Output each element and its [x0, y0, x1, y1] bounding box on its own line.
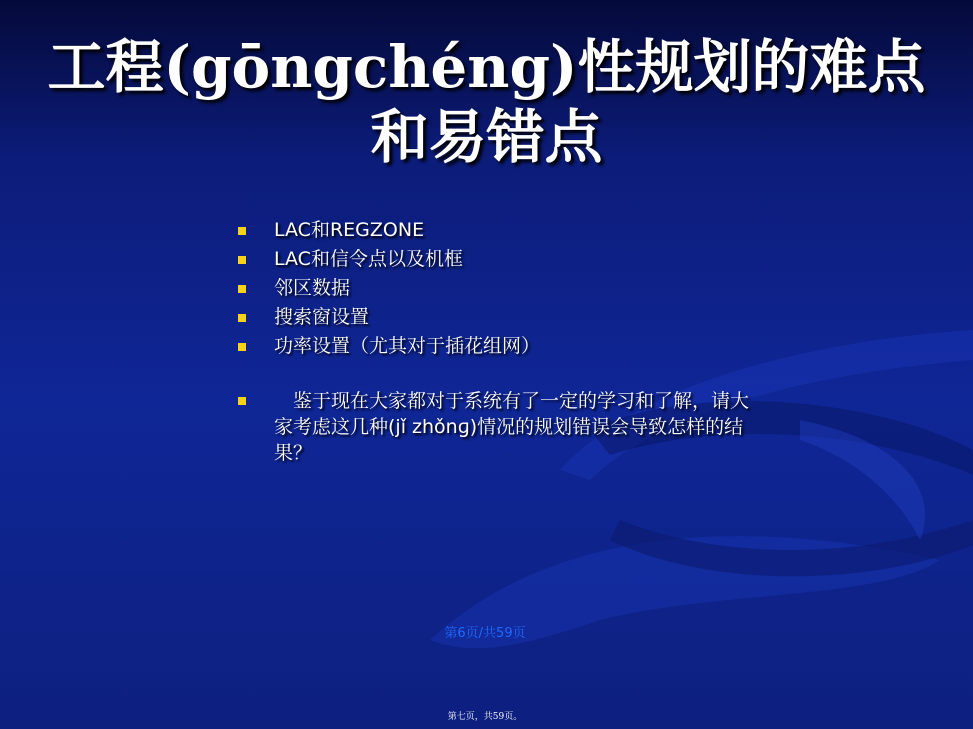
bullet-square-icon — [238, 343, 246, 351]
bullet-item — [236, 274, 776, 303]
paragraph-text: 鉴于现在大家都对于系统有了一定的学习和了解，请大家考虑这几种(jǐ zhǒnɡ)情况的规划错误会导致怎样的结果？ — [274, 390, 750, 464]
bullet-item — [236, 332, 776, 361]
bullet-text: 功率设置（尤其对于插花组网） — [274, 335, 541, 357]
bullet-square-icon — [238, 256, 246, 264]
bullet-list — [236, 216, 776, 466]
bullet-item — [236, 245, 776, 274]
bullet-square-icon — [238, 285, 246, 293]
title-line-1: 工程(gōngchéng)性规划的难点 — [47, 33, 926, 101]
bullet-text: LAC和REGZONE — [274, 219, 425, 241]
page-footer: 第七页，共59页。 — [447, 712, 523, 722]
slide-title — [40, 32, 933, 172]
bullet-paragraph — [236, 388, 754, 466]
page-reference-link[interactable]: 第6页/共59页 — [444, 626, 526, 641]
bullet-square-icon — [238, 227, 246, 235]
bullet-item — [236, 303, 776, 332]
bullet-square-icon — [238, 397, 246, 405]
title-line-2: 和易错点 — [370, 103, 603, 171]
bullet-text: LAC和信令点以及机框 — [274, 248, 463, 270]
bullet-item — [236, 216, 776, 245]
bullet-text: 邻区数据 — [274, 277, 351, 299]
bullet-text: 搜索窗设置 — [274, 306, 370, 328]
bullet-square-icon — [238, 314, 246, 322]
